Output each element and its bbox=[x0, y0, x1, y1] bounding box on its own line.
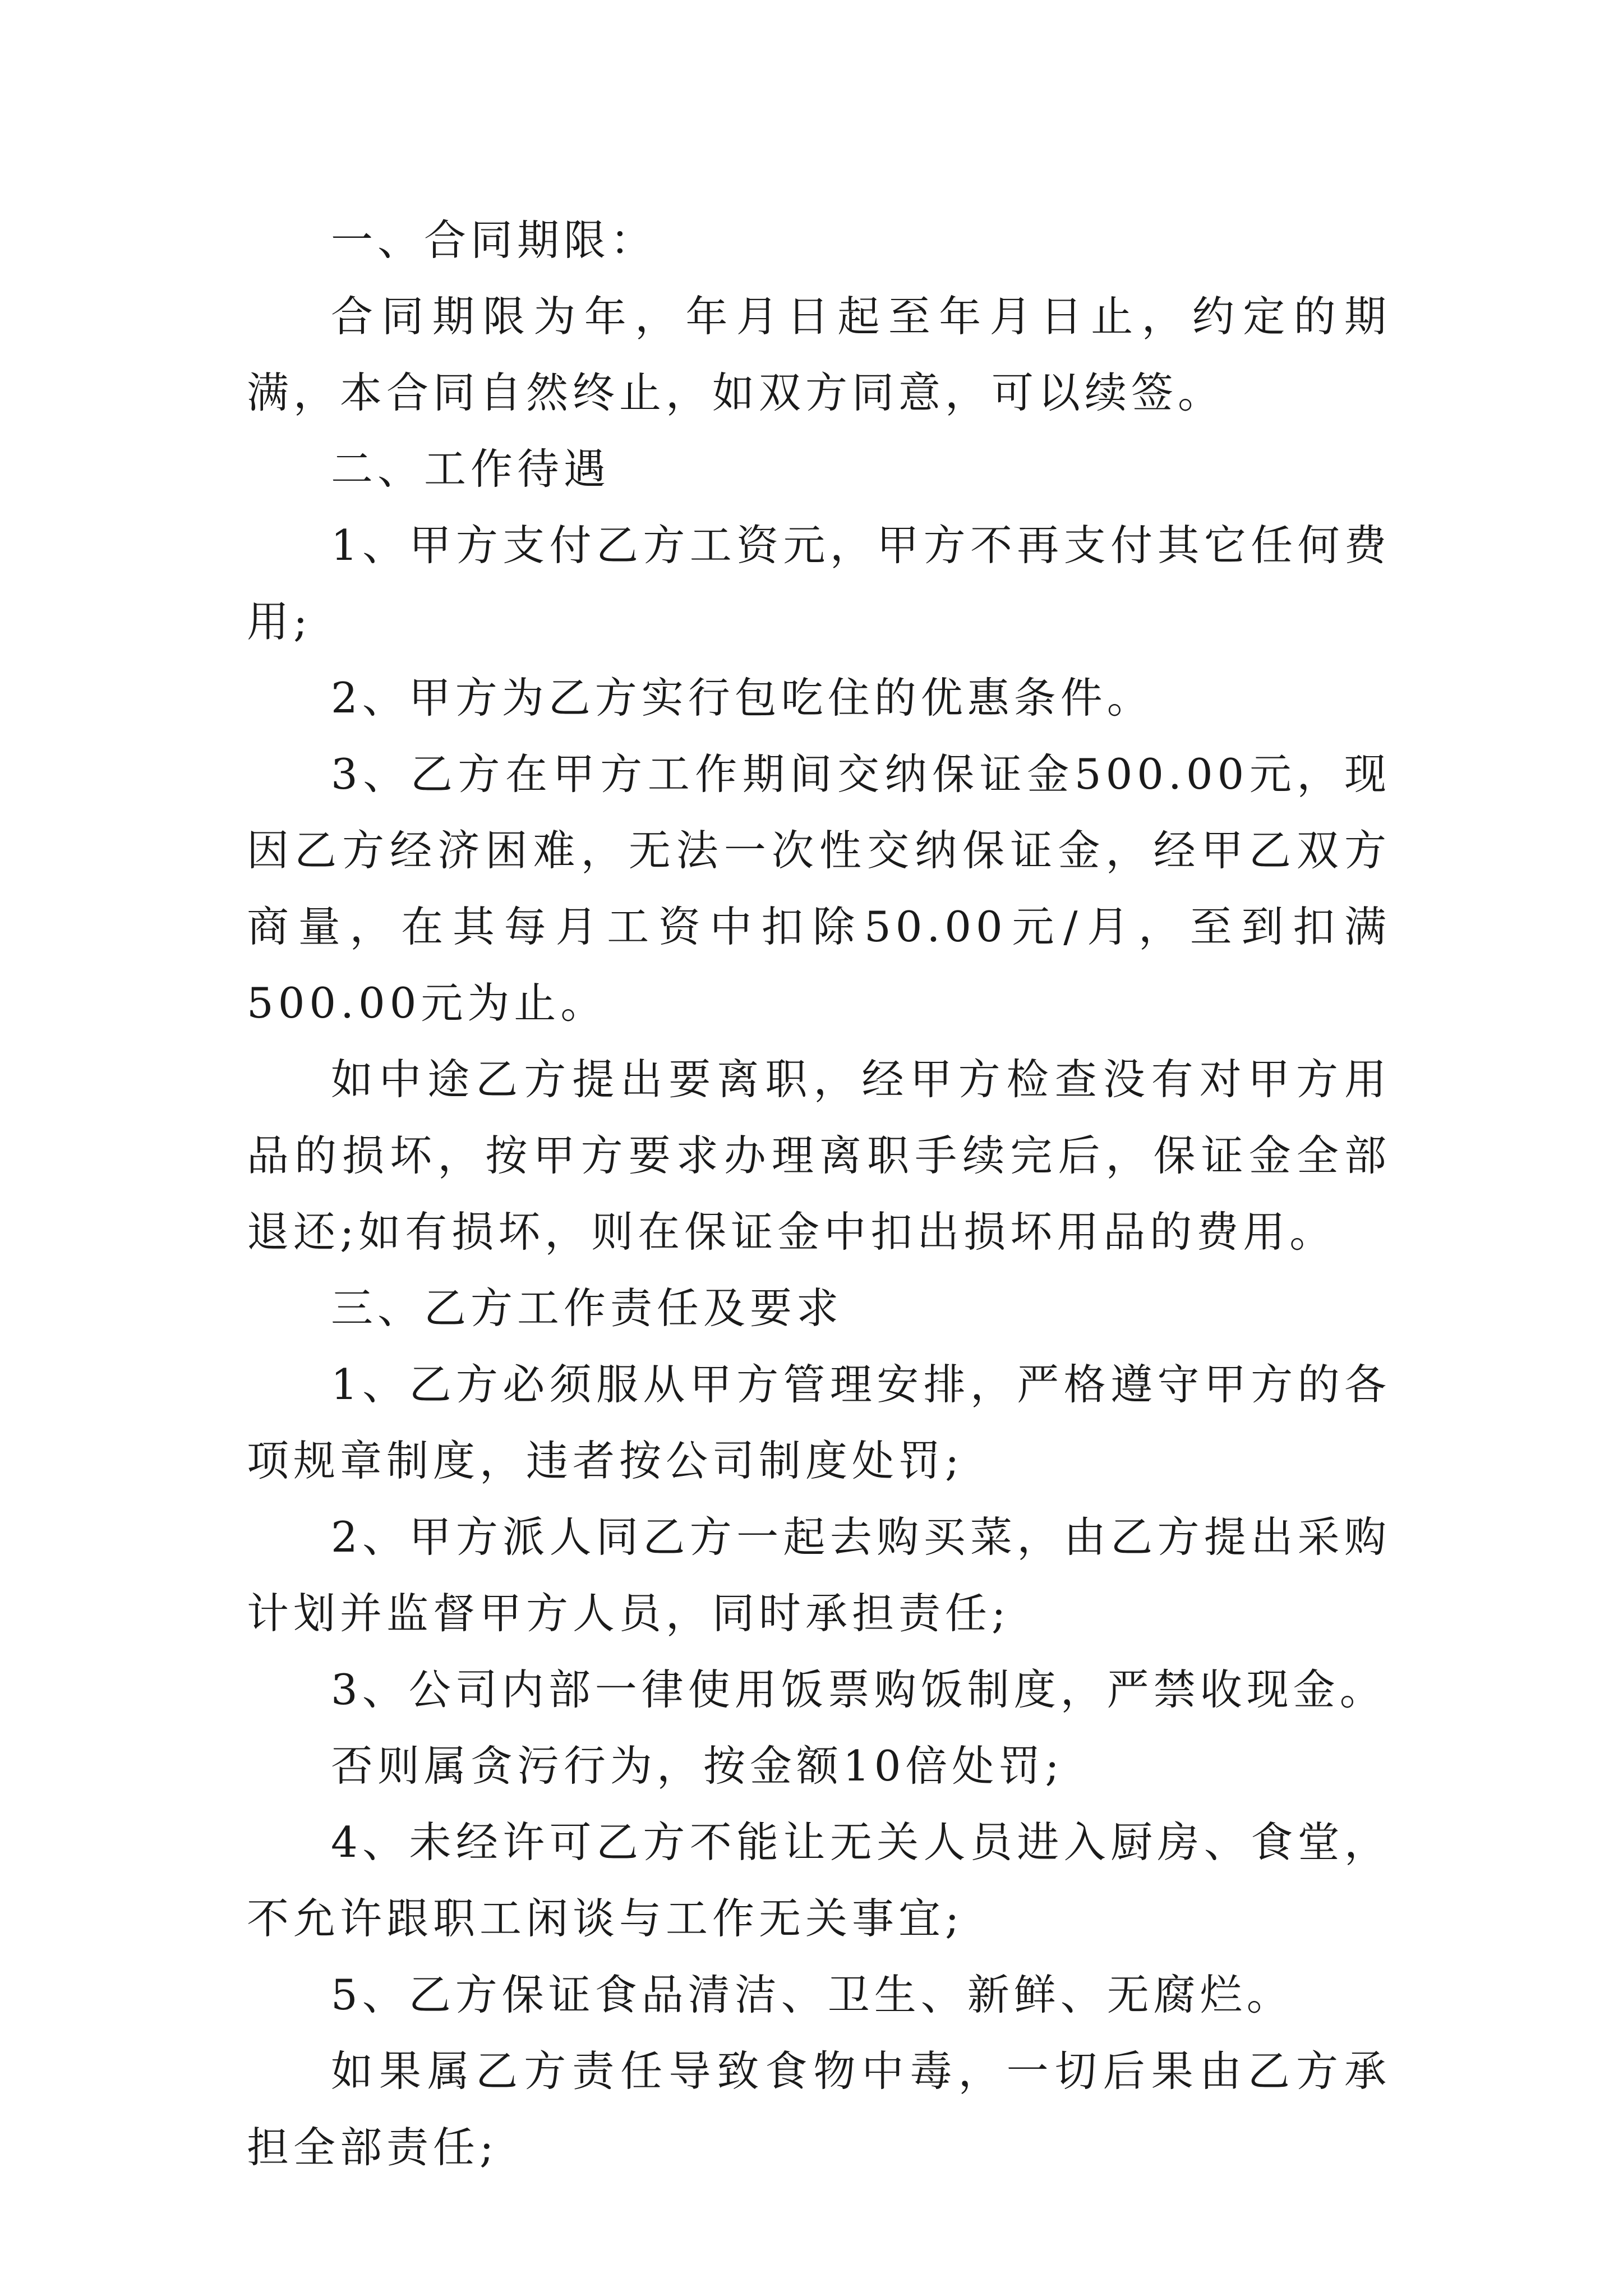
paragraph-duty-3-penalty: 否则属贪污行为，按金额10倍处罚; bbox=[331, 1741, 1064, 1791]
paragraph-duty-2: 2、甲方派人同乙方一起去购买菜，由乙方提出采购计划并监督甲方人员，同时承担责任; bbox=[247, 1512, 1391, 1638]
section-heading-duties: 三、乙方工作责任及要求 bbox=[331, 1283, 843, 1333]
section-heading-treatment: 二、工作待遇 bbox=[331, 444, 611, 494]
paragraph-treatment-3: 3、乙方在甲方工作期间交纳保证金500.00元，现因乙方经济困难，无法一次性交纳保证金，经甲乙双方商量，在其每月工资中扣除50.00元/月，至到扣满500.00元为止。 bbox=[247, 749, 1391, 1028]
paragraph-duty-5: 5、乙方保证食品清洁、卫生、新鲜、无腐烂。 bbox=[331, 1970, 1293, 2019]
paragraph-duty-1: 1、乙方必须服从甲方管理安排，严格遵守甲方的各项规章制度，违者按公司制度处罚; bbox=[247, 1360, 1391, 1485]
document-body bbox=[247, 202, 1391, 2185]
paragraph-treatment-1: 1、甲方支付乙方工资元，甲方不再支付其它任何费用; bbox=[247, 521, 1391, 646]
paragraph-duty-5-liability: 如果属乙方责任导致食物中毒，一切后果由乙方承担全部责任; bbox=[247, 2046, 1391, 2172]
section-heading-term: 一、合同期限： bbox=[331, 215, 657, 265]
paragraph-duty-4: 4、未经许可乙方不能让无关人员进入厨房、食堂，不允许跟职工闲谈与工作无关事宜; bbox=[247, 1818, 1391, 1943]
paragraph-resignation: 如中途乙方提出要离职，经甲方检查没有对甲方用品的损坏，按甲方要求办理离职手续完后，保证金全部退还;如有损坏，则在保证金中扣出损坏用品的费用。 bbox=[247, 1055, 1391, 1257]
paragraph-treatment-2: 2、甲方为乙方实行包吃住的优惠条件。 bbox=[331, 673, 1154, 723]
paragraph-duty-3: 3、公司内部一律使用饭票购饭制度，严禁收现金。 bbox=[331, 1665, 1386, 1714]
paragraph-term: 合同期限为年，年月日起至年月日止，约定的期满，本合同自然终止，如双方同意，可以续签。 bbox=[247, 292, 1391, 417]
